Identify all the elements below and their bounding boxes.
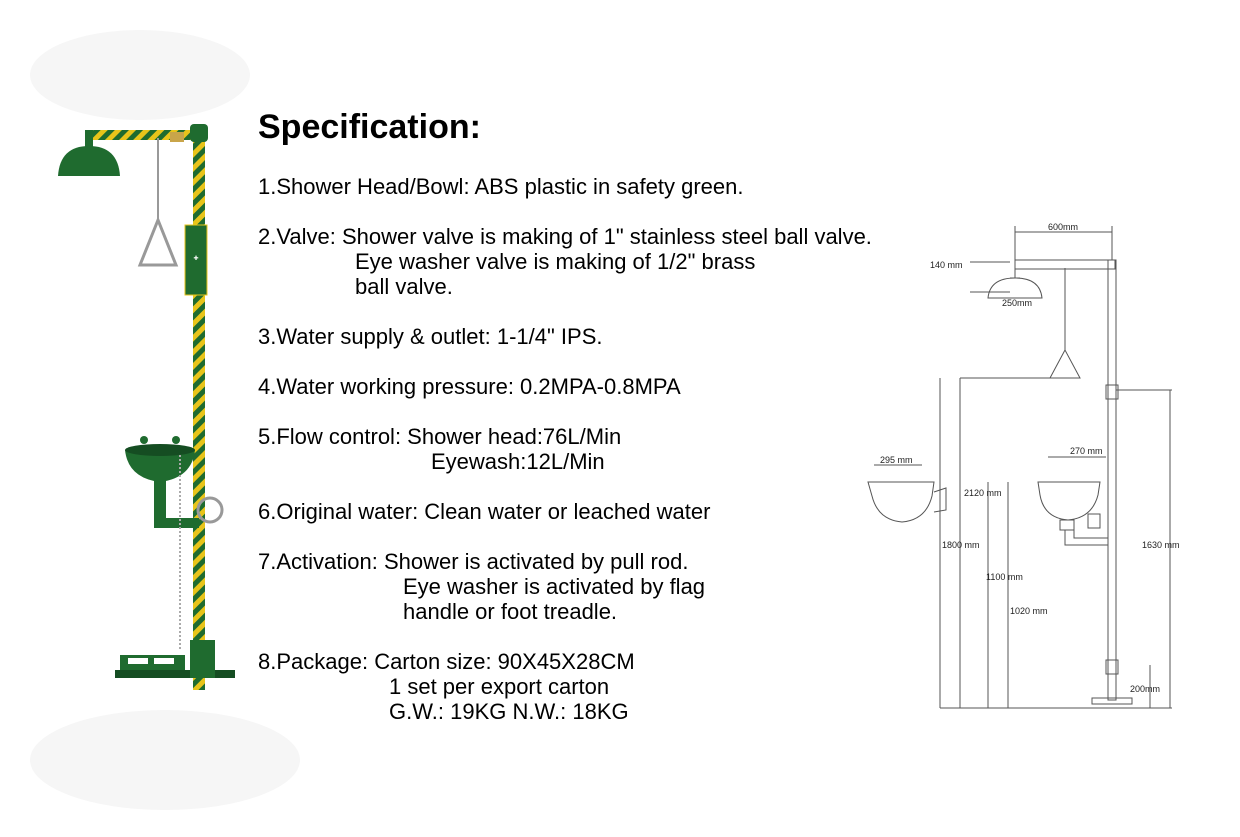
- dim-2120: 2120 mm: [964, 488, 1002, 498]
- pipe-elbow: [190, 124, 208, 142]
- spec-line-4: 4.Water working pressure: 0.2MPA-0.8MPA: [258, 374, 681, 399]
- spec-line-2: 2.Valve: Shower valve is making of 1" stainless steel ball valve.: [258, 224, 872, 249]
- spec-line-8-cont-a: 1 set per export carton: [389, 674, 610, 699]
- spec-line-6: 6.Original water: Clean water or leached water: [258, 499, 711, 524]
- dim-250: 250mm: [1002, 298, 1033, 308]
- spec-line-2-cont-a: Eye washer valve is making of 1/2" brass: [355, 249, 756, 274]
- spec-line-7-cont-a: Eye washer is activated by flag: [403, 574, 706, 599]
- spec-line-8-cont-b: G.W.: 19KG N.W.: 18KG: [389, 699, 629, 724]
- drawing-pull-triangle: [1050, 350, 1080, 378]
- dim-270: 270 mm: [1070, 446, 1103, 456]
- spec-line-5-cont: Eyewash:12L/Min: [431, 449, 605, 474]
- spec-line-7-cont-b: handle or foot treadle.: [403, 599, 618, 624]
- spec-line-7: 7.Activation: Shower is activated by pull rod.: [258, 549, 689, 574]
- dim-600: 600mm: [1048, 222, 1079, 232]
- spec-line-8: 8.Package: Carton size: 90X45X28CM: [258, 649, 635, 674]
- pull-handle: [140, 220, 176, 265]
- drawing-pole: [1108, 260, 1116, 700]
- dim-1020: 1020 mm: [1010, 606, 1048, 616]
- drawing-eyewash-side: [868, 482, 934, 522]
- background-blob: [30, 710, 300, 810]
- spec-line-3: 3.Water supply & outlet: 1-1/4" IPS.: [258, 324, 603, 349]
- spec-line-1: 1.Shower Head/Bowl: ABS plastic in safety green.: [258, 174, 744, 199]
- background-blob: [30, 30, 250, 120]
- eye-wash-shower-station-image: [50, 110, 250, 710]
- dimension-drawing: [860, 220, 1190, 720]
- spec-line-5: 5.Flow control: Shower head:76L/Min: [258, 424, 622, 449]
- dim-200: 200mm: [1130, 684, 1161, 694]
- valve-body: [170, 132, 184, 142]
- vertical-pipe: [193, 130, 205, 690]
- dim-1100: 1100 mm: [986, 572, 1023, 582]
- spec-title: Specification:: [258, 108, 481, 146]
- dim-1630: 1630 mm: [1142, 540, 1180, 550]
- dim-140: 140 mm: [930, 260, 963, 270]
- dim-1800: 1800 mm: [942, 540, 980, 550]
- base-plate: [115, 670, 235, 678]
- spec-line-2-cont-b: ball valve.: [355, 274, 453, 299]
- horizontal-pipe: [85, 130, 205, 140]
- svg-text:✚: ✚: [193, 256, 199, 262]
- drawing-shower-head: [988, 278, 1042, 298]
- drawing-arm: [1015, 260, 1115, 269]
- shower-head: [58, 146, 120, 176]
- dim-295: 295 mm: [880, 455, 913, 465]
